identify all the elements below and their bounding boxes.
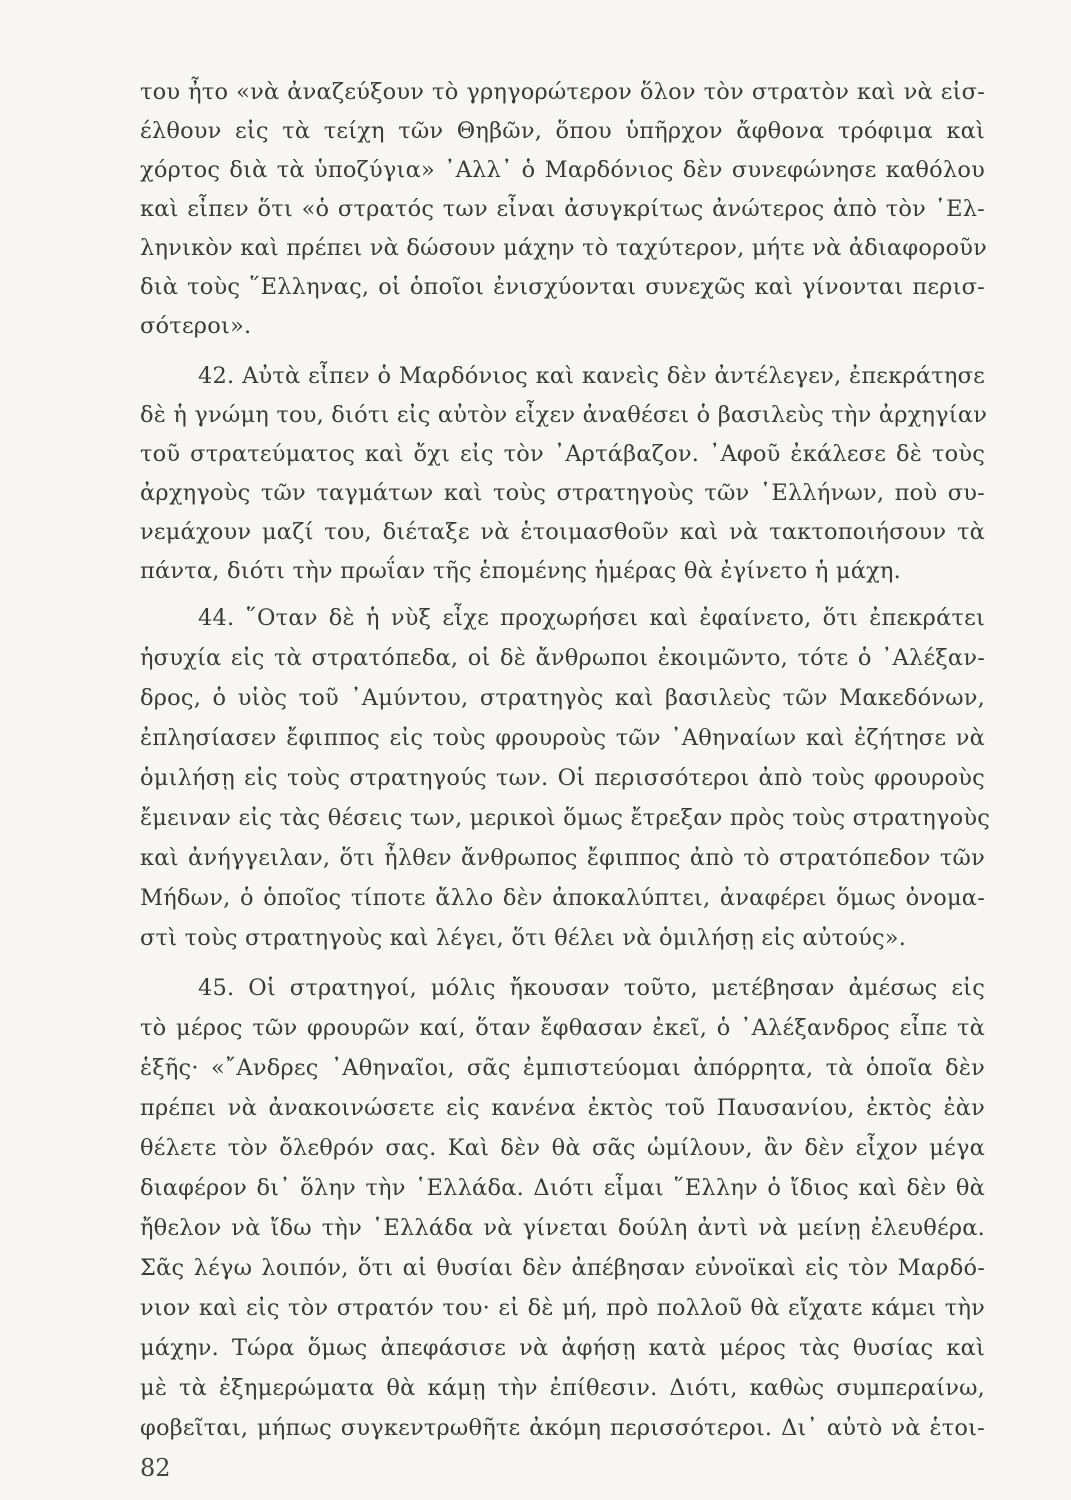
text-line: ἡσυχία εἰς τὰ στρατόπεδα, οἱ δὲ ἄνθρωποι ἐκοιμῶντο, τότε ὁ ᾿Αλέξαν-	[140, 645, 985, 671]
text-line: ἔμειναν εἰς τὰς θέσεις των, μερικοὶ ὅμως ἔτρεξαν πρὸς τοὺς στρατηγοὺς	[140, 805, 991, 831]
text-line: ἀρχηγοὺς τῶν ταγμάτων καὶ τοὺς στρατηγοὺς τῶν ῾Ελλήνων, ποὺ συ-	[140, 480, 985, 506]
text-line: στὶ τοὺς στρατηγοὺς καὶ λέγει, ὅτι θέλει νὰ ὁμιλήσῃ εἰς αὐτούς».	[140, 925, 907, 951]
text-line: δρος, ὁ υἱὸς τοῦ ᾿Αμύντου, στρατηγὸς καὶ βασιλεὺς τῶν Μακεδόνων,	[140, 685, 985, 711]
text-line: 44. ῞Οταν δὲ ἡ νὺξ εἶχε προχωρήσει καὶ ἐφαίνετο, ὅτι ἐπεκράτει	[198, 605, 985, 631]
page-number: 82	[140, 1454, 171, 1482]
text-line: ὁμιλήσῃ εἰς τοὺς στρατηγούς των. Οἱ περισσότεροι ἀπὸ τοὺς φρουροὺς	[140, 765, 985, 791]
text-line: νιον καὶ εἰς τὸν στρατόν του· εἰ δὲ μή, πρὸ πολλοῦ θὰ εἴχατε κάμει τὴν	[140, 1295, 985, 1321]
text-line: 42. Αὐτὰ εἶπεν ὁ Μαρδόνιος καὶ κανεὶς δὲν ἀντέλεγεν, ἐπεκράτησε	[198, 363, 985, 389]
text-line: 45. Οἱ στρατηγοί, μόλις ἤκουσαν τοῦτο, μετέβησαν ἀμέσως εἰς	[198, 975, 985, 1001]
text-line: φοβεῖται, μήπως συγκεντρωθῆτε ἀκόμη περισσότεροι. Δι᾿ αὐτὸ νὰ ἑτοι-	[140, 1415, 985, 1441]
text-line: μάχην. Τώρα ὅμως ἀπεφάσισε νὰ ἀφήσῃ κατὰ μέρος τὰς θυσίας καὶ	[140, 1335, 985, 1361]
text-line: τὸ μέρος τῶν φρουρῶν καί, ὅταν ἔφθασαν ἐκεῖ, ὁ ᾿Αλέξανδρος εἶπε τὰ	[140, 1015, 985, 1041]
text-line: καὶ ἀνήγγειλαν, ὅτι ἦλθεν ἄνθρωπος ἔφιππος ἀπὸ τὸ στρατόπεδον τῶν	[140, 845, 985, 871]
text-line: ἐπλησίασεν ἔφιππος εἰς τοὺς φρουροὺς τῶν ᾿Αθηναίων καὶ ἐζήτησε νὰ	[140, 725, 985, 751]
text-line: Σᾶς λέγω λοιπόν, ὅτι αἱ θυσίαι δὲν ἀπέβησαν εὐνοϊκαὶ εἰς τὸν Μαρδό-	[140, 1255, 985, 1281]
text-line: χόρτος διὰ τὰ ὑποζύγια» ᾿Αλλ᾿ ὁ Μαρδόνιος δὲν συνεφώνησε καθόλου	[140, 157, 985, 183]
text-line: σότεροι».	[140, 313, 252, 339]
text-line: του ἦτο «νὰ ἀναζεύξουν τὸ γρηγορώτερον ὅλον τὸν στρατὸν καὶ νὰ εἰσ-	[140, 79, 985, 105]
text-line: δὲ ἡ γνώμη του, διότι εἰς αὐτὸν εἶχεν ἀναθέσει ὁ βασιλεὺς τὴν ἀρχηγίαν	[140, 402, 988, 428]
text-line: μὲ τὰ ἐξημερώματα θὰ κάμῃ τὴν ἐπίθεσιν. Διότι, καθὼς συμπεραίνω,	[140, 1375, 985, 1401]
text-line: διαφέρον δι᾿ ὅλην τὴν ῾Ελλάδα. Διότι εἶμαι ῞Ελλην ὁ ἴδιος καὶ δὲν θὰ	[140, 1175, 985, 1201]
text-line: έλθουν εἰς τὰ τείχη τῶν Θηβῶν, ὅπου ὑπῆρχον ἄφθονα τρόφιμα καὶ	[140, 118, 985, 144]
text-line: πάντα, διότι τὴν πρωΐαν τῆς ἑπομένης ἡμέρας θὰ ἐγίνετο ἡ μάχη.	[140, 558, 901, 584]
text-line: νεμάχουν μαζί του, διέταξε νὰ ἑτοιμασθοῦν καὶ νὰ τακτοποιήσουν τὰ	[140, 519, 985, 545]
text-line: τοῦ στρατεύματος καὶ ὄχι εἰς τὸν ᾿Αρτάβαζον. ᾿Αφοῦ ἐκάλεσε δὲ τοὺς	[140, 441, 985, 467]
text-line: ληνικὸν καὶ πρέπει νὰ δώσουν μάχην τὸ ταχύτερον, μήτε νὰ ἀδιαφοροῦν	[140, 235, 988, 261]
text-line: καὶ εἶπεν ὅτι «ὁ στρατός των εἶναι ἀσυγκρίτως ἀνώτερος ἀπὸ τὸν ῾Ελ-	[140, 196, 985, 222]
text-line: Μήδων, ὁ ὁποῖος τίποτε ἄλλο δὲν ἀποκαλύπτει, ἀναφέρει ὅμως ὀνομα-	[140, 885, 985, 911]
text-line: διὰ τοὺς ῞Ελληνας, οἱ ὁποῖοι ἐνισχύονται συνεχῶς καὶ γίνονται περισ-	[140, 274, 985, 300]
text-line: θέλετε τὸν ὄλεθρόν σας. Καὶ δὲν θὰ σᾶς ὡμίλουν, ἂν δὲν εἶχον μέγα	[140, 1135, 985, 1161]
text-line: ἑξῆς· «῎Ανδρες ᾿Αθηναῖοι, σᾶς ἐμπιστεύομαι ἀπόρρητα, τὰ ὁποῖα δὲν	[140, 1055, 985, 1081]
text-line: ἤθελον νὰ ἴδω τὴν ῾Ελλάδα νὰ γίνεται δούλη ἀντὶ νὰ μείνῃ ἐλευθέρα.	[140, 1215, 985, 1241]
text-line: πρέπει νὰ ἀνακοινώσετε εἰς κανένα ἐκτὸς τοῦ Παυσανίου, ἐκτὸς ἐὰν	[140, 1095, 985, 1121]
